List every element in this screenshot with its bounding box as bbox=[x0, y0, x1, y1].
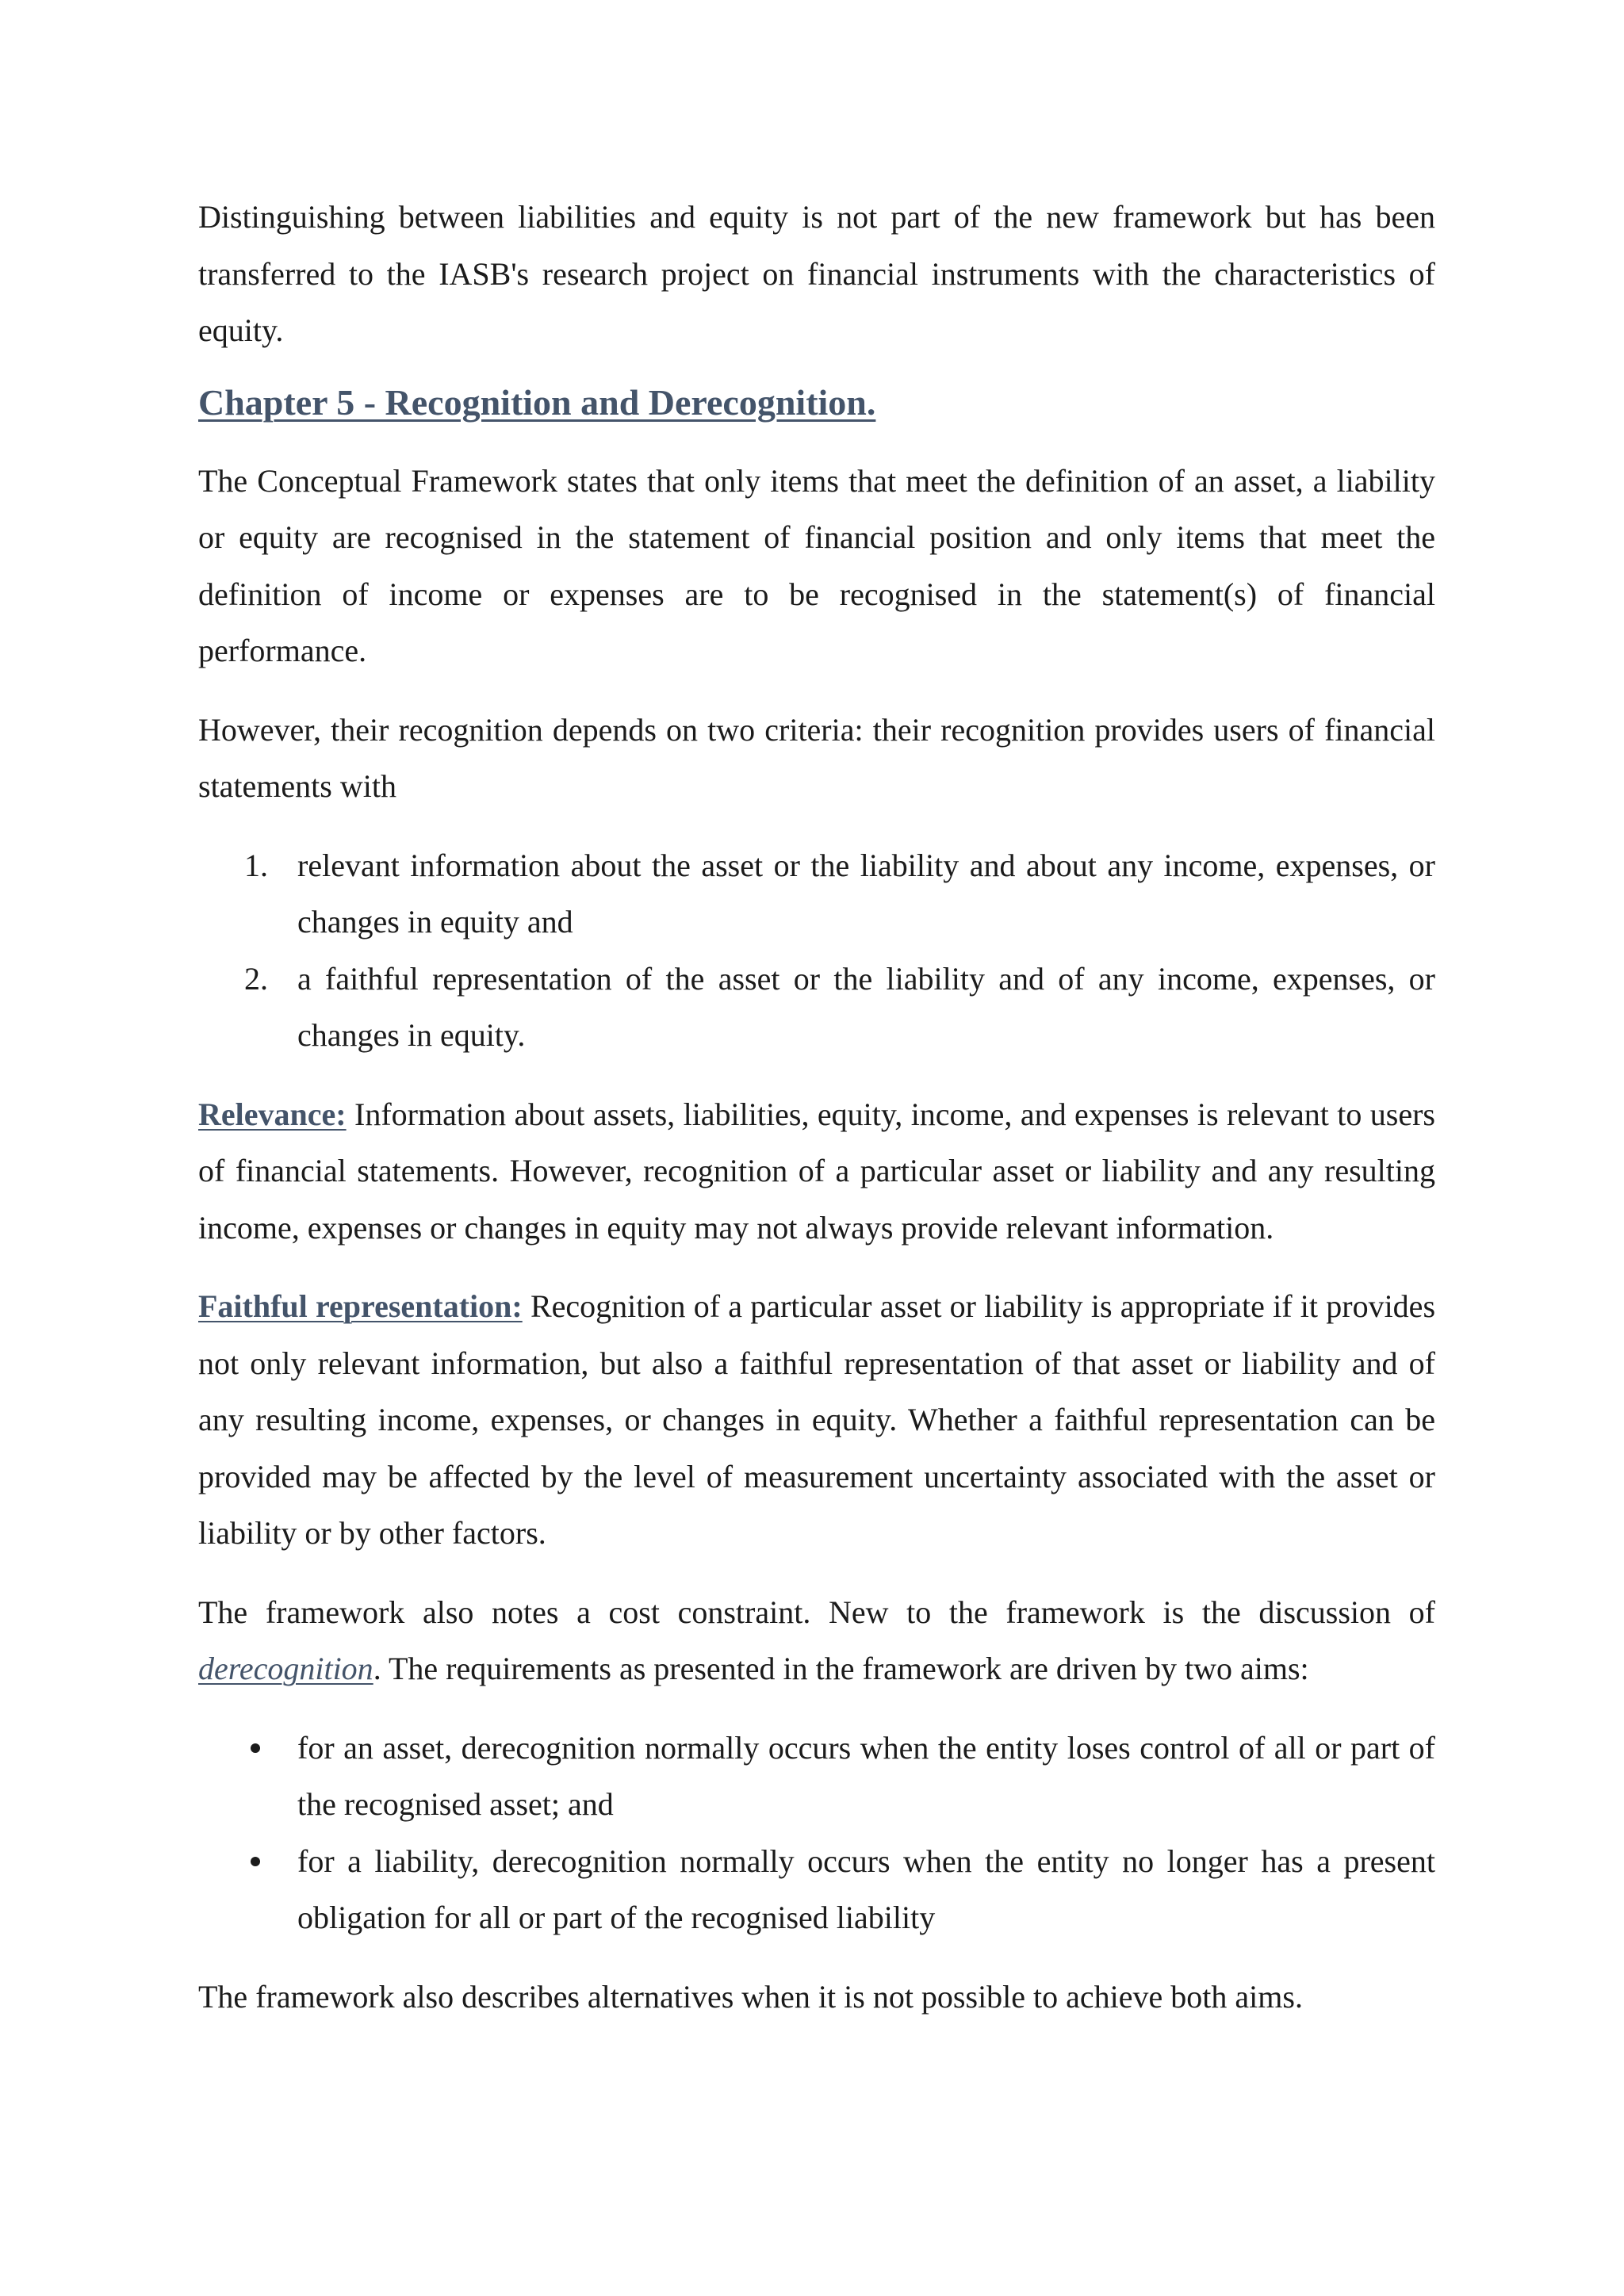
list-number: 2. bbox=[244, 960, 268, 997]
derecognition-link[interactable]: derecognition bbox=[198, 1651, 373, 1686]
criteria-paragraph: However, their recognition depends on two criteria: their recognition provides users of financial statements with bbox=[198, 711, 1435, 804]
faithful-text: Recognition of a particular asset or liability is appropriate if it provides not only relevant information, but also a faithful representation of that asset or liability and of any resulting income, expenses, or changes in equity. Whether a faithful representation can be provided may be affected by the level of measurement uncertainty associated with the asset or liability or by other factors. bbox=[198, 1288, 1436, 1551]
aim-text: for an asset, derecognition normally occurs when the entity loses control of all or part of the recognised asset; and bbox=[297, 1729, 1435, 1822]
cost-text-before: The framework also notes a cost constraint. New to the framework is the discussion of bbox=[198, 1594, 1435, 1630]
cost-paragraph bbox=[198, 1584, 1435, 1697]
definition-paragraph: The Conceptual Framework states that only items that meet the definition of an asset, a liability or equity are recognised in the statement of financial position and only items that meet the definition of income or expenses are to be recognised in the statement(s) of financial performance. bbox=[198, 462, 1435, 668]
criteria-item bbox=[198, 951, 1435, 1064]
faithful-label: Faithful representation: bbox=[198, 1288, 523, 1324]
bullet-icon bbox=[251, 1857, 260, 1866]
relevance-text: Information about assets, liabilities, equity, income, and expenses is relevant to users of financial statements. However, recognition of a particular asset or liability and any resulting income, expenses or changes in equity may not always provide relevant information. bbox=[198, 1096, 1435, 1246]
faithful-paragraph bbox=[198, 1278, 1435, 1562]
relevance-paragraph bbox=[198, 1086, 1435, 1257]
intro-paragraph: Distinguishing between liabilities and equity is not part of the new framework but has been transferred to the IASB's research project on financial instruments with the characteristics of equity. bbox=[198, 199, 1435, 348]
aim-item bbox=[198, 1720, 1435, 1833]
bullet-icon bbox=[251, 1743, 260, 1753]
criteria-list bbox=[198, 837, 1435, 1064]
criteria-text: relevant information about the asset or the liability and about any income, expenses, or changes in equity and bbox=[297, 847, 1435, 939]
aim-item bbox=[198, 1833, 1435, 1946]
list-number: 1. bbox=[244, 847, 268, 883]
criteria-text: a faithful representation of the asset or the liability and of any income, expenses, or changes in equity. bbox=[297, 960, 1435, 1053]
cost-text-after: . The requirements as presented in the framework are driven by two aims: bbox=[373, 1651, 1309, 1686]
document-page bbox=[198, 189, 1435, 2025]
criteria-item bbox=[198, 837, 1435, 951]
aims-list bbox=[198, 1720, 1435, 1946]
chapter-heading: Chapter 5 - Recognition and Derecognition. bbox=[198, 381, 876, 423]
aim-text: for a liability, derecognition normally occurs when the entity no longer has a present obligation for all or part of the recognised liability bbox=[297, 1843, 1435, 1935]
relevance-label: Relevance: bbox=[198, 1096, 347, 1132]
closing-paragraph: The framework also describes alternatives when it is not possible to achieve both aims. bbox=[198, 1978, 1303, 2015]
